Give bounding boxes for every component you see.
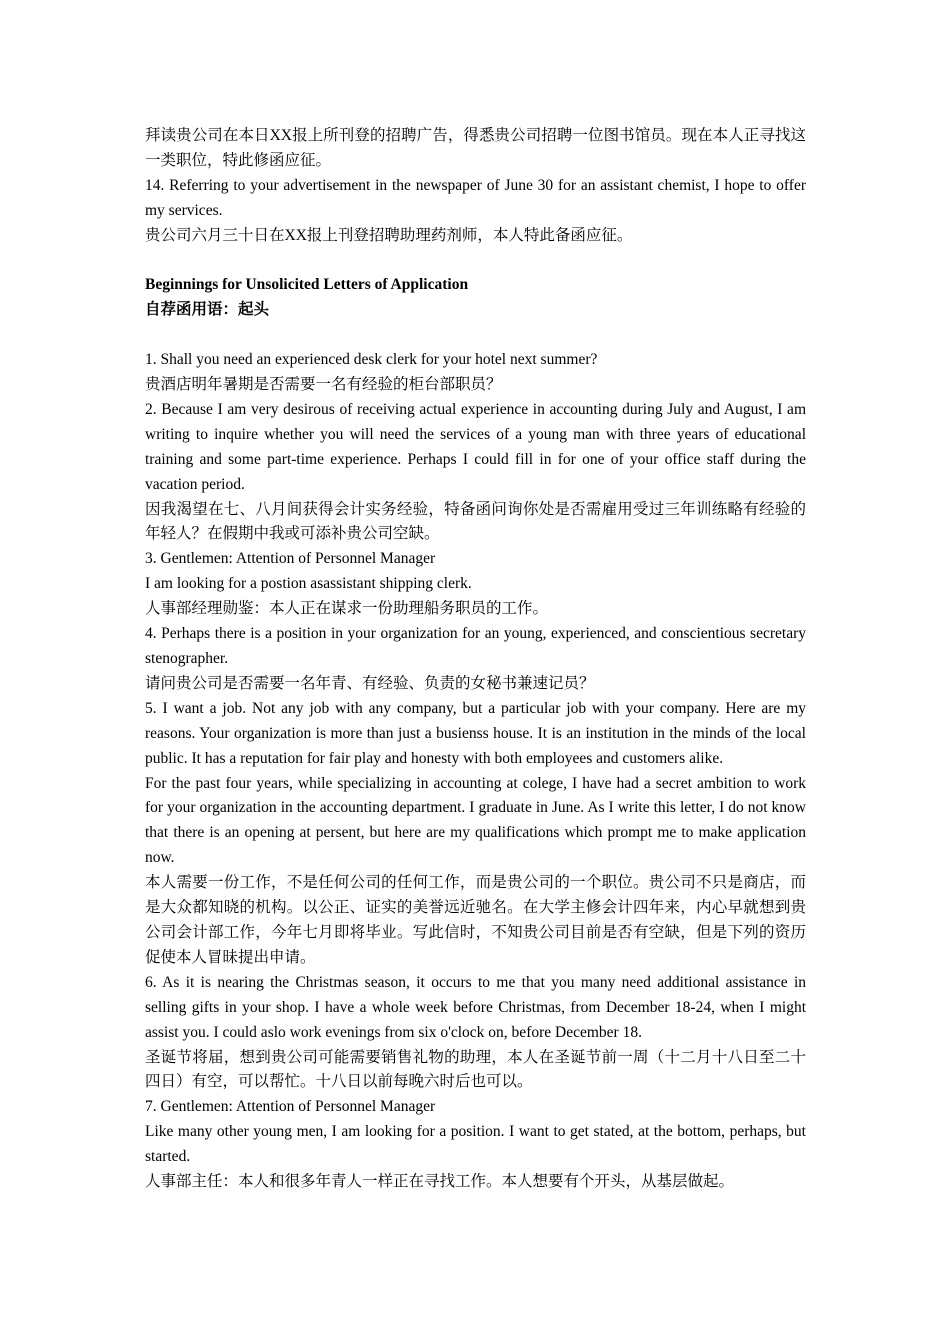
blank-line [145, 323, 806, 348]
paragraph-item-14-chinese: 贵公司六月三十日在XX报上刊登招聘助理药剂师，本人特此备函应征。 [145, 226, 633, 244]
paragraph-item-1-chinese: 贵酒店明年暑期是否需要一名有经验的柜台部职员？ [145, 376, 502, 394]
blank-line [145, 249, 806, 274]
paragraph-item-3-body: I am looking for a postion asassistant shipping clerk. [145, 575, 472, 593]
paragraph-item-7-body: Like many other young men, I am looking for a position. I want to get stated, at the bottom, perhaps, but started. [145, 1123, 806, 1166]
paragraph-item-5: 5. I want a job. Not any job with any company, but a particular job with your company. Here are my reasons. Your organization is more than just a busienss house. It is an institution in the minds of the local public. It has a reputation for fair play and honesty with both employees and customers alike. [145, 699, 806, 767]
paragraph-item-3: 3. Gentlemen: Attention of Personnel Manager [145, 550, 436, 568]
document-page [145, 124, 806, 1195]
paragraph-intro-chinese: 拜读贵公司在本日XX报上所刊登的招聘广告，得悉贵公司招聘一位图书馆员。现在本人正寻找这一类职位，特此修函应征。 [145, 127, 806, 169]
section-heading-chinese: 自荐函用语：起头 [145, 301, 270, 319]
paragraph-item-1: 1. Shall you need an experienced desk clerk for your hotel next summer? [145, 351, 598, 369]
paragraph-item-6: 6. As it is nearing the Christmas season, it occurs to me that you many need additional assistance in selling gifts in your shop. I have a whole week before Christmas, from December 18-24, when I might assist you. I could aslo work evenings from six o'clock on, before December 18. [145, 973, 806, 1041]
paragraph-item-14: 14. Referring to your advertisement in the newspaper of June 30 for an assistant chemist, I hope to offer my services. [145, 176, 806, 219]
paragraph-item-2-chinese: 因我渴望在七、八月间获得会计实务经验，特备函问询你处是否需雇用受过三年训练略有经验的年轻人？在假期中我或可添补贵公司空缺。 [145, 500, 806, 543]
paragraph-item-4-chinese: 请问贵公司是否需要一名年青、有经验、负责的女秘书兼速记员？ [145, 674, 595, 692]
paragraph-item-5-body: For the past four years, while specializing in accounting at colege, I have had a secret ambition to work for your organization in the accounting department. I graduate in June. As I write this letter, I do not know that there is an opening at persent, but here are my qualifications which prompt me to make application now. [145, 774, 806, 867]
paragraph-item-7-chinese: 人事部主任：本人和很多年青人一样正在寻找工作。本人想要有个开头，从基层做起。 [145, 1173, 735, 1191]
paragraph-item-2: 2. Because I am very desirous of receiving actual experience in accounting during July and August, I am writing to inquire whether you will need the services of a young man with three years of educational training and some part-time experience. Perhaps I could fill in for one of your office staff during the vacation period. [145, 400, 806, 493]
paragraph-item-7: 7. Gentlemen: Attention of Personnel Manager [145, 1098, 436, 1116]
paragraph-item-5-chinese: 本人需要一份工作，不是任何公司的任何工作，而是贵公司的一个职位。贵公司不只是商店，而是大众都知晓的机构。以公正、证实的美誉远近驰名。在大学主修会计四年来，内心早就想到贵公司会计部工作，今年七月即将毕业。写此信时，不知贵公司目前是否有空缺，但是下列的资历促使本人冒昧提出申请。 [145, 874, 806, 966]
paragraph-item-3-chinese: 人事部经理勋鉴：本人正在谋求一份助理船务职员的工作。 [145, 600, 549, 618]
section-heading-english: Beginnings for Unsolicited Letters of Application [145, 276, 469, 294]
paragraph-item-6-chinese: 圣诞节将届，想到贵公司可能需要销售礼物的助理，本人在圣诞节前一周（十二月十八日至二十四日）有空，可以帮忙。十八日以前每晚六时后也可以。 [145, 1048, 806, 1091]
paragraph-item-4: 4. Perhaps there is a position in your organization for an young, experienced, and conscientious secretary stenographer. [145, 625, 806, 667]
